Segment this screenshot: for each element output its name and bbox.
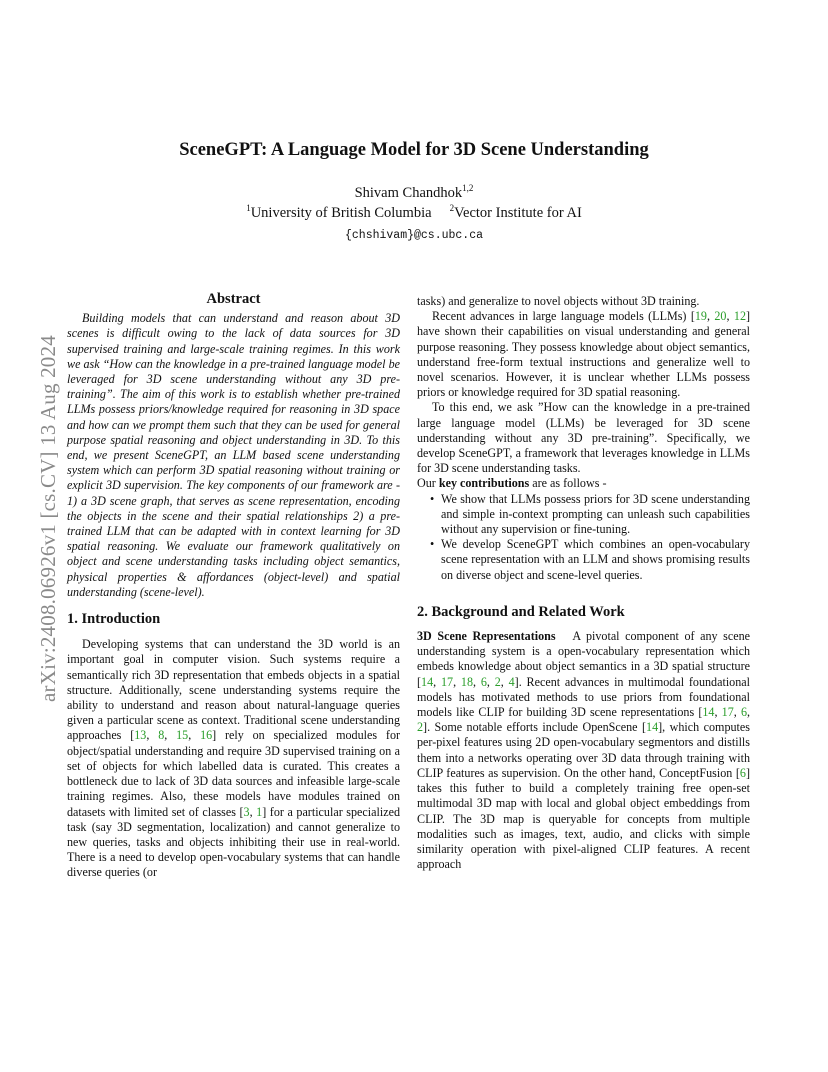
citation-link[interactable]: 16 [200, 728, 213, 743]
intro-paragraph: To this end, we ask ”How can the knowledge in a pre-trained large language model (LLMs) be leveraged for 3D scene understanding without any 3D pre-training”. Specifically, we develop SceneGPT, a framework that leverages knowledge in LLMs for 3D scene understanding tasks. [417, 400, 750, 476]
author-affiliation-marks: 1,2 [462, 183, 474, 193]
citation-link[interactable]: 17 [721, 705, 734, 720]
list-item: • We develop SceneGPT which combines an open-vocabulary scene representation with an LLM and shows promising results on diverse object and scene-level queries. [441, 537, 750, 583]
contributions-list [417, 492, 750, 583]
citation-link[interactable]: 2 [494, 674, 501, 689]
citation-link[interactable]: 4 [508, 674, 515, 689]
citation-link[interactable]: 14 [646, 720, 659, 735]
section-heading-introduction: 1. Introduction [67, 611, 161, 628]
citation-link[interactable]: 19 [694, 309, 707, 324]
citation-link[interactable]: 14 [421, 674, 434, 689]
right-column [417, 294, 750, 872]
citation-link[interactable]: 2 [417, 720, 424, 735]
title-block [0, 140, 828, 242]
affiliations-line [0, 205, 828, 222]
citation-link[interactable]: 6 [480, 674, 487, 689]
citation-link[interactable]: 15 [176, 728, 189, 743]
intro-paragraph-continued: tasks) and generalize to novel objects without 3D training. [417, 294, 700, 308]
background-paragraph: 3D Scene Representations A pivotal component of any scene understanding system is a open-vocabulary representation which embeds knowledge about object semantics in a 3D spatial structure [14, 17, 18, 6, 2, 4]. Recent advances in multimodal foundational models has motivated methods to use priors from foundational models like CLIP for building 3D scene representations [14, 17, 6, 2]. Some notable efforts include OpenScene [14], which computes per-pixel features using 2D open-vocabulary segmentors and distills them into a networks operating over 3D data through training with CLIP features as supervision. On the other hand, ConceptFusion [6] takes this futher to build a completely training free open-set multimodal 3D map with local and global object embeddings from CLIP. The 3D map is queryable for concepts from multiple modalities such as images, text, audio, and clicks with simple similarity operation with pixel-aligned CLIP features. A recent approach [417, 629, 751, 872]
author-name: Shivam Chandhok [354, 185, 463, 201]
affiliation-name: Vector Institute for AI [454, 205, 582, 221]
citation-link[interactable]: 17 [440, 674, 454, 689]
list-item: • We show that LLMs possess priors for 3D scene understanding and simple in-context prompting can unleash such capabilities without any supervision or fine-tuning. [441, 492, 750, 538]
run-in-heading: 3D Scene Representations [417, 629, 556, 644]
citation-link[interactable]: 14 [702, 705, 715, 720]
citation-link[interactable]: 6 [739, 765, 746, 780]
citation-link[interactable]: 8 [158, 728, 165, 743]
author-email: {chshivam}@cs.ubc.ca [344, 229, 484, 242]
arxiv-identifier-stamp: arXiv:2408.06926v1 [cs.CV] 13 Aug 2024 [36, 335, 60, 702]
abstract-heading: Abstract [206, 291, 261, 307]
affiliation-name: University of British Columbia [250, 205, 432, 221]
left-column [67, 292, 400, 881]
citation-link[interactable]: 20 [714, 309, 727, 324]
intro-paragraph: Developing systems that can understand the 3D world is an important goal in computer vision. Such systems require a semantically rich 3D representation that embeds objects in a spatial structure. Additionally, scene understanding systems require the ability to understand and reason about natural-language queries given a particular scene as context. Traditional scene understanding approaches [13, 8, 15, 16] rely on specialized modules for object/spatial understanding and require 3D supervised training on a set of objects for which labelled data is curated. This creates a bottleneck due to lack of 3D data sources and infeasible large-scale training regimes. Also, these models have modules trained on datasets with limited set of classes [3, 1] for a particular specialized task (say 3D segmentation, localization) and cannot generalize to new queries, tasks and objects inhibiting their use in real-world. There is a need to develop open-vocabulary systems that can handle diverse queries (or [67, 637, 401, 880]
intro-paragraph: Recent advances in large language models (LLMs) [19, 20, 12] have shown their capabilities on visual understanding and general purpose reasoning. They possess knowledge about object semantics, understand free-form textual instructions and generalize well to novel scenarios. However, it is unclear whether LLMs possess priors or knowledge required for 3D spatial reasoning. [417, 309, 751, 400]
citation-link[interactable]: 18 [460, 674, 473, 689]
citation-link[interactable]: 1 [256, 804, 263, 819]
citation-link[interactable]: 12 [733, 309, 746, 324]
citation-link[interactable]: 13 [134, 728, 147, 743]
citation-link[interactable]: 6 [740, 705, 747, 720]
abstract-text: Building models that can understand and reason about 3D scenes is difficult owing to the lack of data sources for 3D supervised training and large-scale training regimes. In this work we ask “How can the knowledge in a pre-trained language model be leveraged for 3D scene understanding without any 3D pre-training”. The aim of this work is to establish whether pre-trained LLMs possess priors/knowledge required for reasoning in 3D space and how can we prompt them such that they can be used for general purpose spatial reasoning and object understanding in 3D. To this end, we present SceneGPT, an LLM based scene understanding system which can perform 3D spatial reasoning without training or explicit 3D supervision. The key components of our framework are - 1) a 3D scene graph, that serves as scene representation, encoding the objects in the scene and their spatial relationships 2) a pre-trained LLM that can be adapted with in context learning for 3D spatial reasoning. We evaluate our framework qualitatively on object and scene understanding tasks including object semantics, physical properties & affordances (object-level) and spatial understanding (scene-level). [67, 311, 400, 599]
citation-link[interactable]: 3 [243, 804, 250, 819]
contributions-lead: Our key contributions are as follows - [417, 476, 607, 491]
affiliation-mark: 1 [246, 203, 251, 213]
affiliation-mark: 2 [449, 203, 455, 213]
section-heading-background: 2. Background and Related Work [417, 603, 625, 620]
author-line [0, 185, 828, 202]
paper-title: SceneGPT: A Language Model for 3D Scene Understanding [179, 140, 649, 160]
